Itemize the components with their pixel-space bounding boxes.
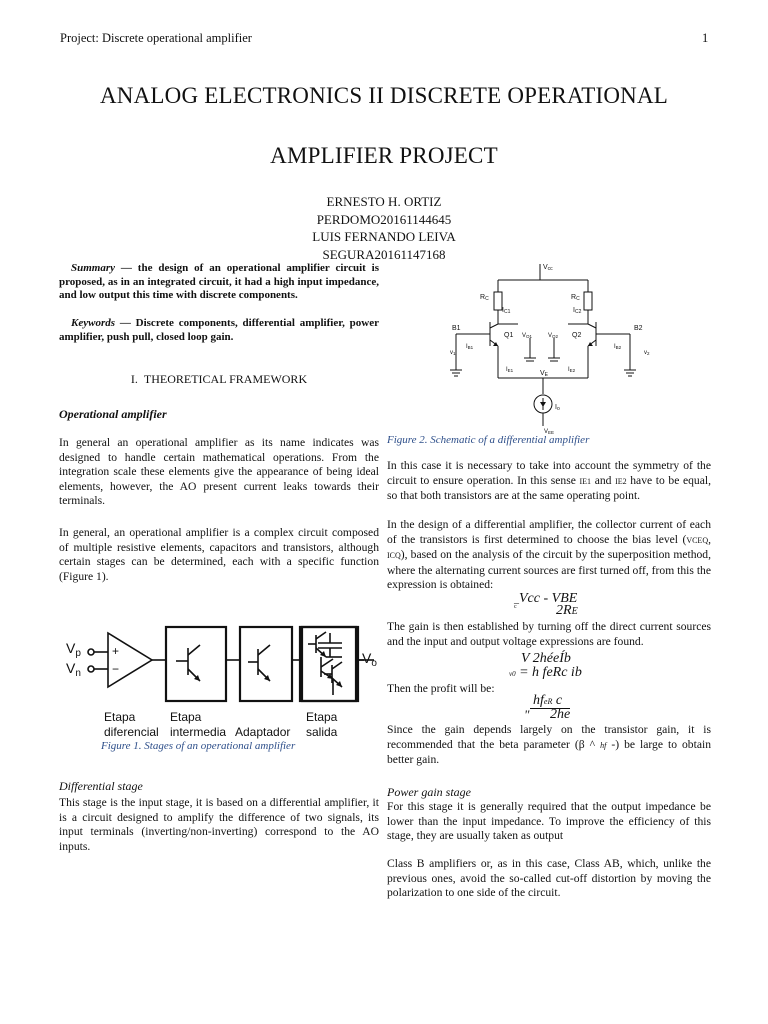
author-block [0, 193, 768, 263]
equation-profit-denominator: 2he [550, 707, 571, 722]
svg-text:B1: B1 [452, 325, 461, 332]
figure1-output-stage [296, 615, 380, 715]
figure2-caption: Figure 2. Schematic of a differential amplifier [387, 434, 590, 446]
paper-title-line1: ANALOG ELECTRONICS II DISCRETE OPERATIONAL [99, 83, 669, 108]
paper-title-line2: AMPLIFIER PROJECT [270, 143, 498, 168]
label-etapa-3: Etapa [306, 710, 338, 724]
svg-text:IC1: IC1 [502, 307, 511, 315]
svg-text:IE2: IE2 [568, 367, 576, 373]
paragraph-profit: Then the profit will be: [387, 682, 495, 695]
paragraph-bias: In the design of a differential amplifier, the collector current of each of the transistors is first determined to choose the bias level (VCEQ, ICQ), based on the analysis of the circuit by the superposition method, where the alternating current sources are first turned off, from this the expression is obtained: [387, 518, 711, 592]
svg-text:Vn: $V_n$ [66, 660, 81, 679]
svg-text:B2: B2 [634, 325, 643, 332]
svg-text:v2: v2 [644, 350, 650, 356]
svg-text:VO1: VO1 [522, 333, 533, 339]
svg-text:Q2: Q2 [572, 332, 582, 339]
paragraph-symmetry: In this case it is necessary to take into account the symmetry of the circuit to ensure operation. In this sense IE1 and IE2 have to be equal, so that both transistors are at the same operating point. [387, 459, 711, 503]
label-etapa-1: Etapa [104, 710, 136, 724]
equation-profit-numerator: hfeR c [533, 693, 563, 708]
subsection-heading-opamp: Operational amplifier [59, 407, 167, 421]
svg-text:Vcc: Vcc [543, 264, 553, 272]
label-diferencial: diferencial [104, 725, 159, 739]
summary-text: the design of an operational amplifier circuit is proposed, as in an integrated circuit, it had a high input impedance, and low output this time with discrete components. [59, 262, 380, 302]
paragraph-differential: This stage is the input stage, it is based on a differential amplifier, it is a circuit designed to amplify the difference of two signals, its input terminals (inverting/non-inverting) correspond to the AO inputs. [59, 796, 379, 853]
label-adaptador: Adaptador [235, 725, 291, 739]
equation-collector-current-denominator: 2RE [556, 603, 578, 618]
paragraph-opamp-1: In general an operational amplifier as its name indicates was designed to handle certain mathematical operations. From the integration scale these elements give the appearance of being ideal elements, however, the AO present current leaks towards their terminals. [59, 436, 379, 508]
paragraph-power-2: Class B amplifiers or, as in this case, Class AB, which, unlike the previous ones, avoid the so-called cut-off distortion by moving the polarization to one side of the circuit. [387, 857, 711, 900]
subsection-heading-differential: Differential stage [59, 779, 143, 793]
summary-label: Summary [71, 262, 116, 274]
svg-text:Q1: Q1 [504, 332, 514, 339]
author-line: PERDOMO20161144645 [316, 211, 452, 227]
svg-text:v1: v1 [450, 350, 456, 356]
summary-paragraph: Summary — the design of an operational amplifier circuit is proposed, as in an integrated circuit, it had a high input impedance, and low output this time with discrete components. [59, 262, 380, 302]
minus-sign: − [112, 662, 120, 676]
equation-gain-line1: V 2héeÍb [521, 651, 571, 666]
figure2-differential-amplifier [440, 258, 662, 436]
svg-text:IB2: IB2 [614, 344, 622, 350]
paragraph-power-1: For this stage it is generally required that the output impedance be lower than the input impedance. To improve the efficiency of this stage, they are usually taken as output [387, 800, 711, 843]
svg-text:VO2: VO2 [548, 333, 559, 339]
svg-text:IC2: IC2 [573, 307, 582, 315]
keywords-paragraph: Keywords — Discrete components, differential amplifier, power amplifier, push pull, closed loop gain. [59, 317, 379, 343]
label-salida: salida [306, 725, 338, 739]
svg-text:Io: Io [555, 404, 560, 412]
equation-gain-line2: v0 = h feRc ib [509, 665, 582, 680]
author-line: LUIS FERNANDO LEIVA [312, 229, 456, 244]
svg-text:Vp: $V_p$ [66, 640, 81, 659]
figure1-caption: Figure 1. Stages of an operational amplifier [101, 740, 296, 752]
svg-text:Vo: $V_o$ [362, 650, 377, 669]
author-line: ERNESTO H. ORTIZ [326, 194, 442, 209]
svg-text:IB1: IB1 [466, 344, 474, 350]
label-intermedia: intermedia [170, 725, 227, 739]
author-line: SEGURA20161147168 [322, 246, 446, 262]
plus-sign: + [112, 644, 120, 658]
keywords-text: Discrete components, differential amplifier, power amplifier, push pull, closed loop gain. [59, 317, 379, 343]
running-header: Project: Discrete operational amplifier [60, 31, 252, 45]
keywords-label: Keywords [71, 317, 115, 329]
svg-text:IE1: IE1 [506, 367, 514, 373]
paragraph-beta: Since the gain depends largely on the transistor gain, it is recommended that the beta parameter (β ^ hf -) be large to obtain better gain. [387, 723, 711, 767]
svg-text:RC: RC [480, 294, 489, 302]
svg-text:VEE: VEE [544, 429, 555, 435]
label-etapa-2: Etapa [170, 710, 202, 724]
section-heading: I. THEORETICAL FRAMEWORK [130, 372, 308, 386]
paragraph-opamp-2: In general, an operational amplifier is a complex circuit composed of multiple resistive elements, capacitors and transistors, although certain stages can be determined, each with a specific function (Figure 1). [59, 526, 379, 583]
svg-text:VE: VE [540, 370, 549, 378]
subsection-heading-power: Power gain stage [387, 785, 471, 799]
paragraph-gain: The gain is then established by turning off the direct current sources and the input and output voltage expressions are found. [387, 620, 711, 648]
equation-collector-current: _Vcc - VBE [514, 591, 578, 606]
svg-text:RC: RC [571, 294, 580, 302]
page-number: 1 [702, 31, 709, 45]
